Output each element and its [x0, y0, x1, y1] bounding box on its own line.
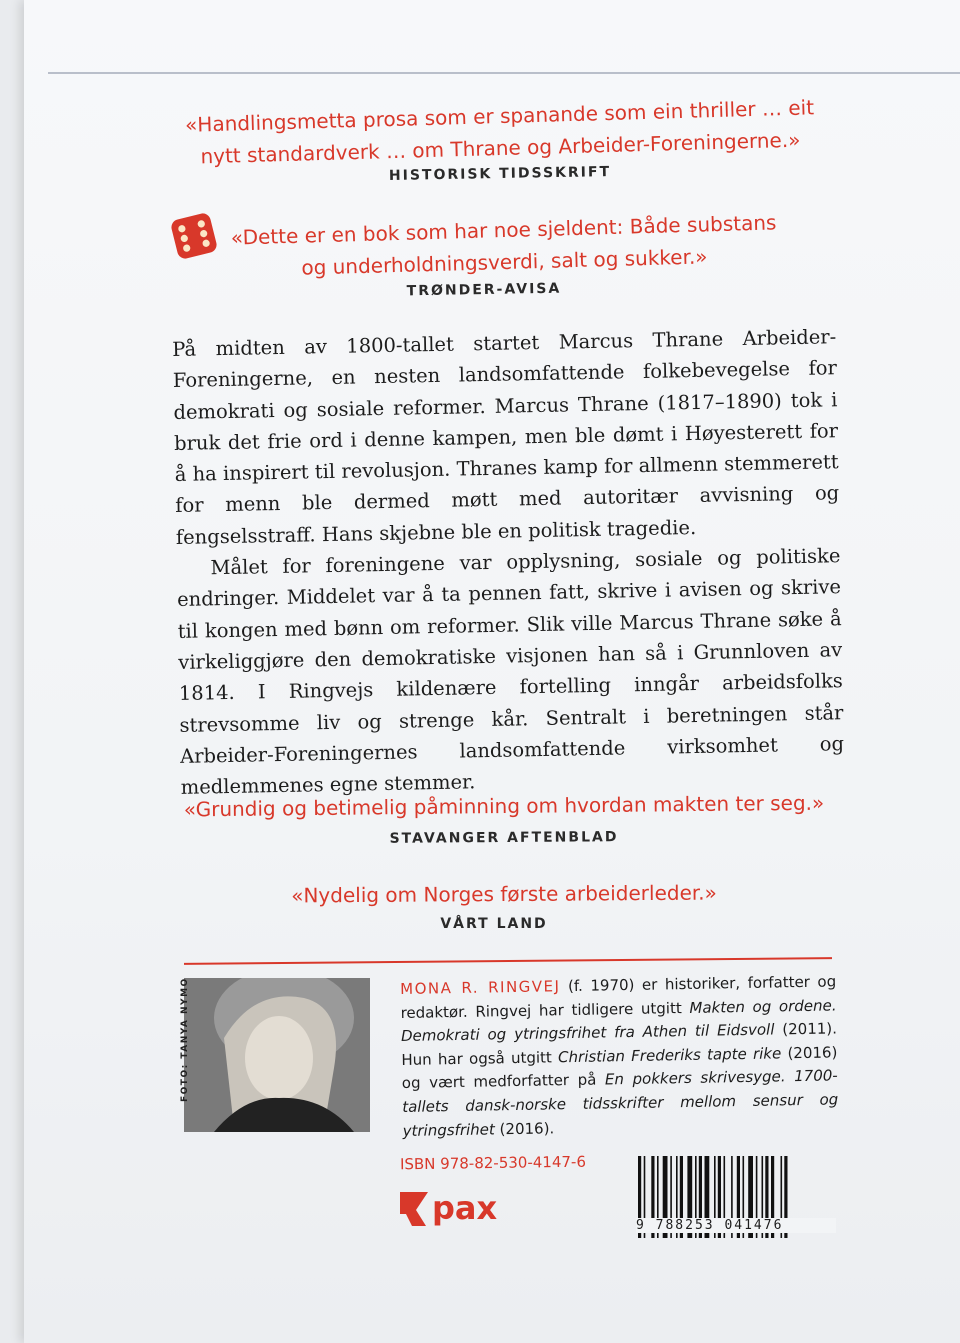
book-title: Christian Frederiks tapte rike: [557, 1044, 782, 1067]
barcode-number: 9 788253 041476: [636, 1218, 836, 1233]
photo-credit: FOTO: TANYA NYMO: [180, 977, 190, 1102]
book-description: [172, 321, 845, 803]
review-source-1: HISTORISK TIDSSKRIFT: [388, 164, 612, 184]
quote-line: og underholdningsverdi, salt og sukker.»: [301, 244, 708, 280]
review-source-4: VÅRT LAND: [440, 916, 548, 932]
bio-text: (2016).: [494, 1118, 555, 1138]
review-quote-4: [254, 876, 754, 911]
pax-logo: [398, 1186, 514, 1228]
bio-text: (f. 1970) er historiker, forfatter og redaktør. Ringvej har tidligere utgitt: [400, 972, 837, 1022]
book-back-cover: [24, 0, 960, 1343]
book-title: Makten og ordene. Demokrati og ytringsfrihet fra Athen til Eidsvoll: [400, 995, 837, 1046]
quote-line: «Grundig og betimelig påminning om hvordan makten ter seg.»: [183, 790, 825, 822]
book-title: En pokkers skrivesyge. 1700-tallets dansk-norske tidsskrifter mellom sensur og ytringsfrihet: [402, 1066, 839, 1140]
review-quote-2: [203, 206, 805, 287]
review-source-3: STAVANGER AFTENBLAD: [389, 829, 619, 847]
author-name: MONA R. RINGVEJ: [400, 977, 561, 998]
review-quote-1: [159, 91, 841, 174]
review-quote-3: [154, 786, 854, 825]
divider-rule: [184, 957, 832, 965]
bio-text: (2011). Hun har også utgitt: [401, 1019, 838, 1069]
publisher-name: pax: [432, 1189, 498, 1227]
description-paragraph-1: På midten av 1800-tallet startet Marcus Thrane Arbeider-Foreningerne, en nesten landsomfattende folkebevegelse for demokrati og sosiale reformer. Marcus Thrane (1817–1890) tok i bruk det frie ord i denne kampen, men ble dømt i Høyesterett for å ha inspirert til revolusjon. Thranes kamp for allmenn stemmerett for menn ble dermed møtt med autoritær avvisning og fengselsstraff. Hans skjebne ble en politisk tragedie.: [172, 325, 840, 549]
author-photo: [184, 978, 370, 1132]
review-source-2: TRØNDER-AVISA: [406, 280, 562, 300]
quote-line: «Dette er en bok som har noe sjeldent: Både substans: [230, 210, 777, 250]
bio-text: (2016) og vært medforfatter på: [401, 1043, 838, 1093]
quote-line: nytt standardverk … om Thrane og Arbeider-Foreningerne.»: [200, 127, 801, 169]
quote-line: «Handlingsmetta prosa som er spanande som ein thriller … eit: [184, 95, 815, 137]
top-rule: [48, 72, 960, 74]
author-bio: [400, 970, 839, 1143]
description-paragraph-2: Målet for foreningene var opplysning, sosiale og politiske endringer. Middelet var å ta pennen fatt, skrive i avisen og skrive til kongen med bønn om reformer. Slik ville Marcus Thrane søke å virkeliggjøre den demokratiske visjonen han så i Grunnloven av 1814. I Ringvejs kildenære fortelling inngår arbeidsfolks strevsomme liv og strenge kår. Sentralt i beretningen står Arbeider-Foreningernes landsomfattende virksomhet og medlemmenes egne stemmer.: [176, 544, 845, 800]
isbn-text: ISBN 978-82-530-4147-6: [399, 1152, 587, 1174]
quote-line: «Nydelig om Norges første arbeiderleder.»: [291, 880, 717, 908]
